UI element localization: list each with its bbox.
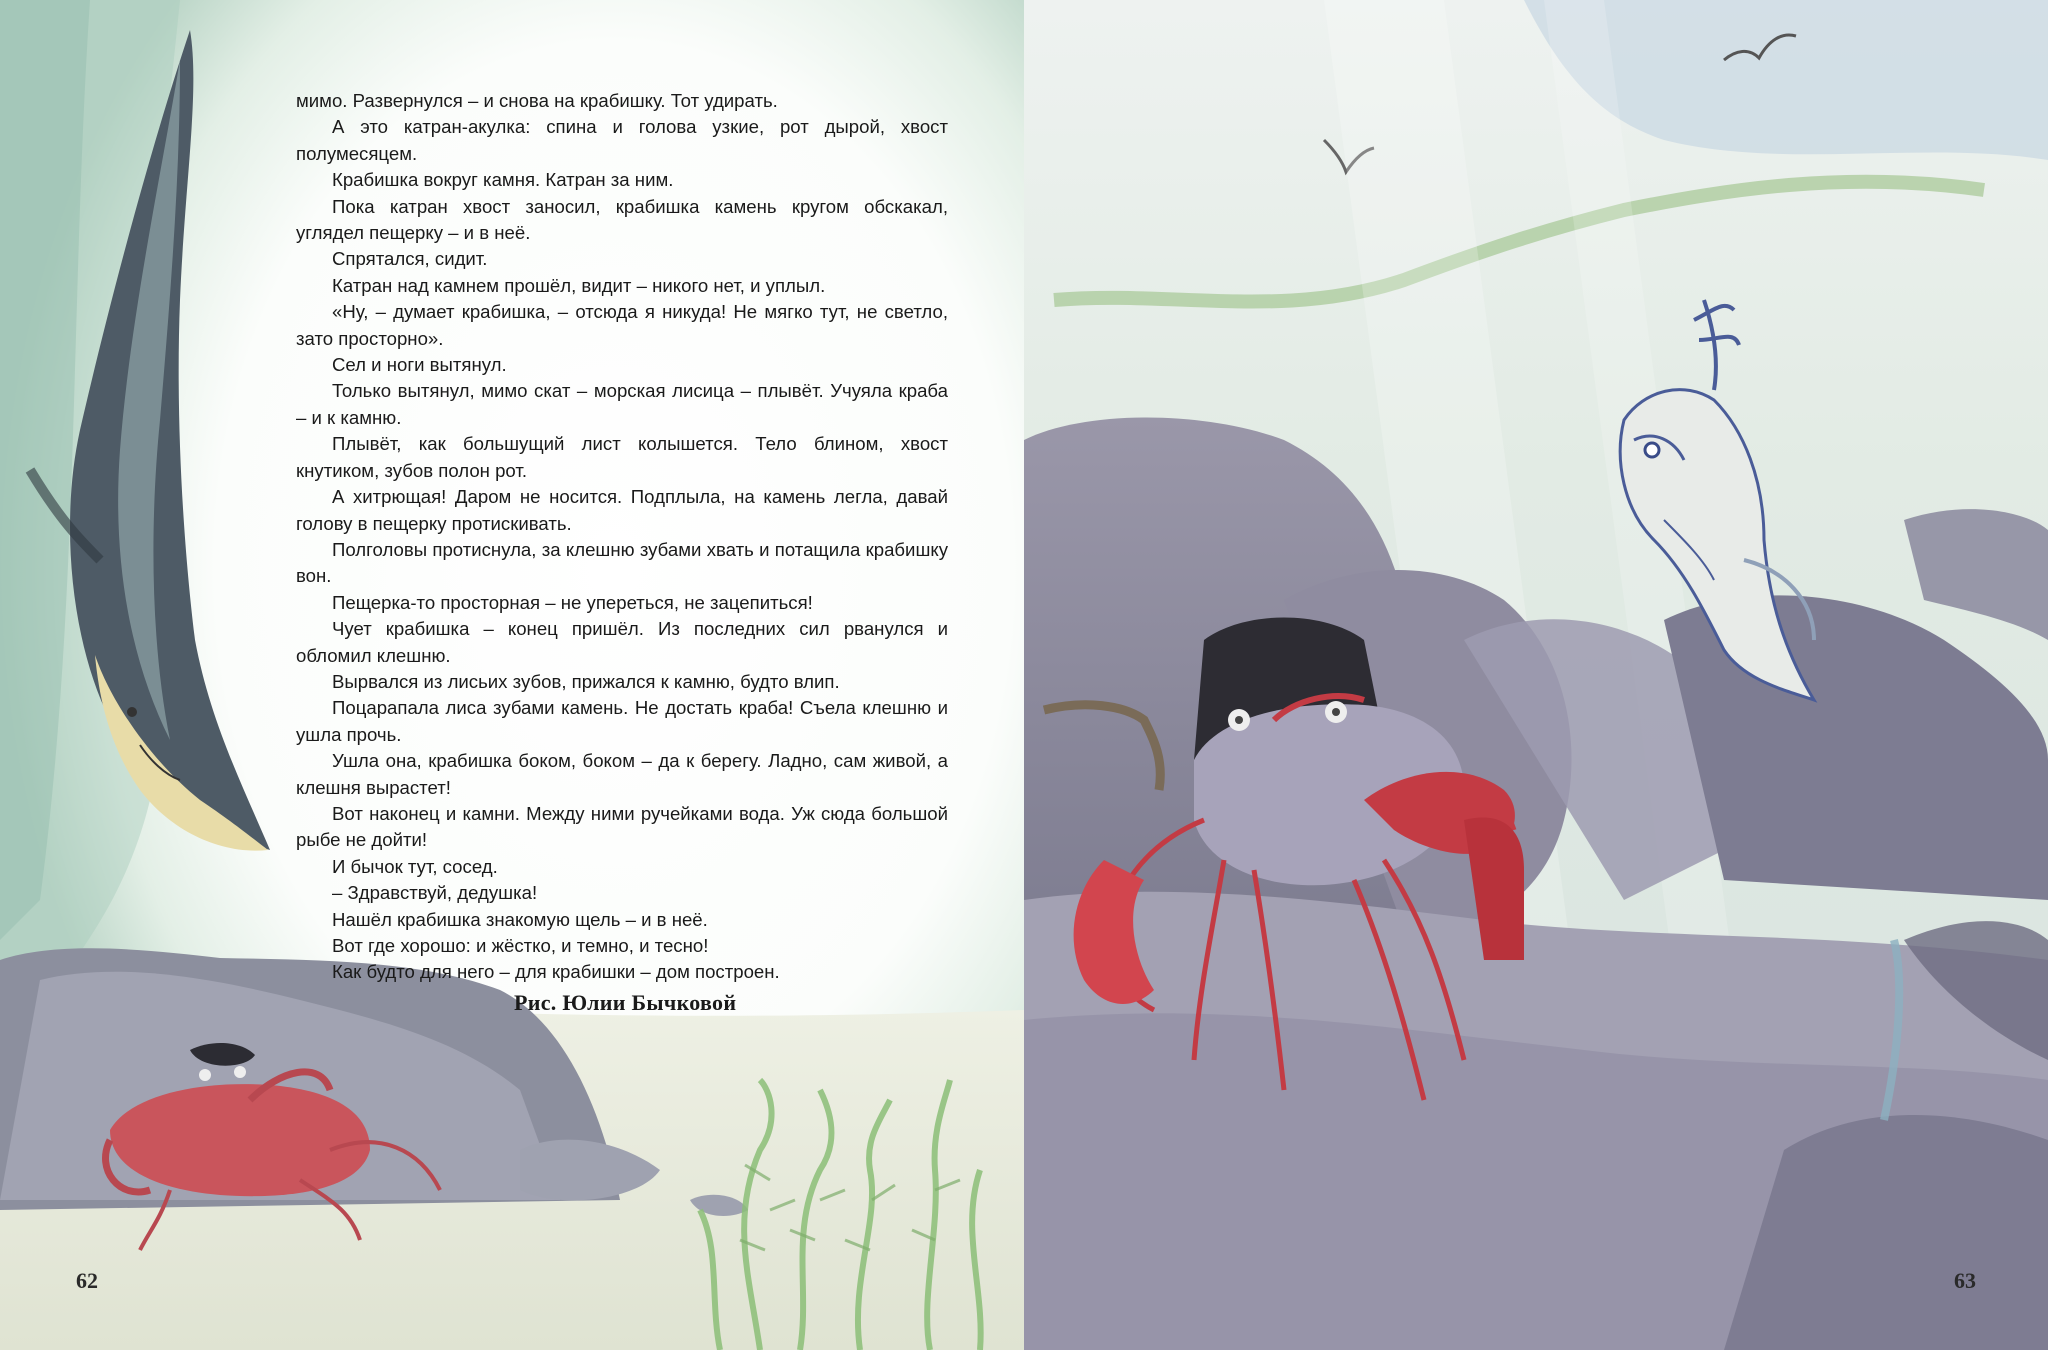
paragraph: Катран над камнем прошёл, видит – никого нет, и уплыл. <box>332 274 826 296</box>
illustrator-credit: Рис. Юлии Бычковой <box>514 990 737 1015</box>
paragraph: Полголовы протиснула, за клешню зубами хвать и потащила крабишку вон. <box>296 538 948 587</box>
paragraph: Вырвался из лисьих зубов, прижался к камню, будто влип. <box>332 670 840 692</box>
paragraph: Как будто для него – для крабишки – дом построен. <box>332 961 780 983</box>
paragraph: Крабишка вокруг камня. Катран за ним. <box>332 169 674 191</box>
paragraph: «Ну, – думает крабишка, – отсюда я никуда! Не мягко тут, не светло, зато просторно». <box>296 301 948 349</box>
paragraph: Вот где хорошо: и жёстко, и темно, и тесно! <box>332 935 709 956</box>
paragraph: Вот наконец и камни. Между ними ручейками вода. Уж сюда большой рыбе не дойти! <box>296 802 948 851</box>
page-number-left: 62 <box>76 1268 98 1293</box>
paragraph: Чует крабишка – конец пришёл. Из последних сил рванулся и обломил клешню. <box>296 618 948 666</box>
paragraph: И бычок тут, сосед. <box>332 855 498 877</box>
paragraph: Пещерка-то просторная – не упереться, не зацепиться! <box>332 591 813 613</box>
paragraph: Сел и ноги вытянул. <box>332 354 507 376</box>
right-page-illustration <box>1024 0 2048 1350</box>
paragraph: Пока катран хвост заносил, крабишка камень кругом обскакал, углядел пещерку – и в неё. <box>296 195 948 244</box>
paragraph: Спрятался, сидит. <box>332 248 488 270</box>
paragraph: Плывёт, как большущий лист колышется. Тело блином, хвост кнутиком, зубов полон рот. <box>296 433 948 481</box>
paragraph: А это катран-акулка: спина и голова узкие, рот дырой, хвост полумесяцем. <box>296 116 948 164</box>
paragraph: Ушла она, крабишка боком, боком – да к берегу. Ладно, сам живой, а клешня вырастет! <box>296 750 948 798</box>
paragraph: – Здравствуй, дедушка! <box>332 882 538 904</box>
paragraph: Только вытянул, мимо скат – морская лисица – плывёт. Учуяла краба – и к камню. <box>296 380 948 428</box>
story-text <box>296 88 948 986</box>
paragraph: мимо. Развернулся – и снова на крабишку. Тот удирать. <box>296 90 778 111</box>
paragraph: Нашёл крабишка знакомую щель – и в неё. <box>332 908 708 930</box>
page-number-right: 63 <box>1954 1268 1976 1293</box>
paragraph: Поцарапала лиса зубами камень. Не достать краба! Съела клешню и ушла прочь. <box>296 697 948 745</box>
right-page <box>1024 0 2048 1350</box>
paragraph: А хитрющая! Даром не носится. Подплыла, на камень легла, давай голову в пещерку протискивать. <box>296 486 948 534</box>
